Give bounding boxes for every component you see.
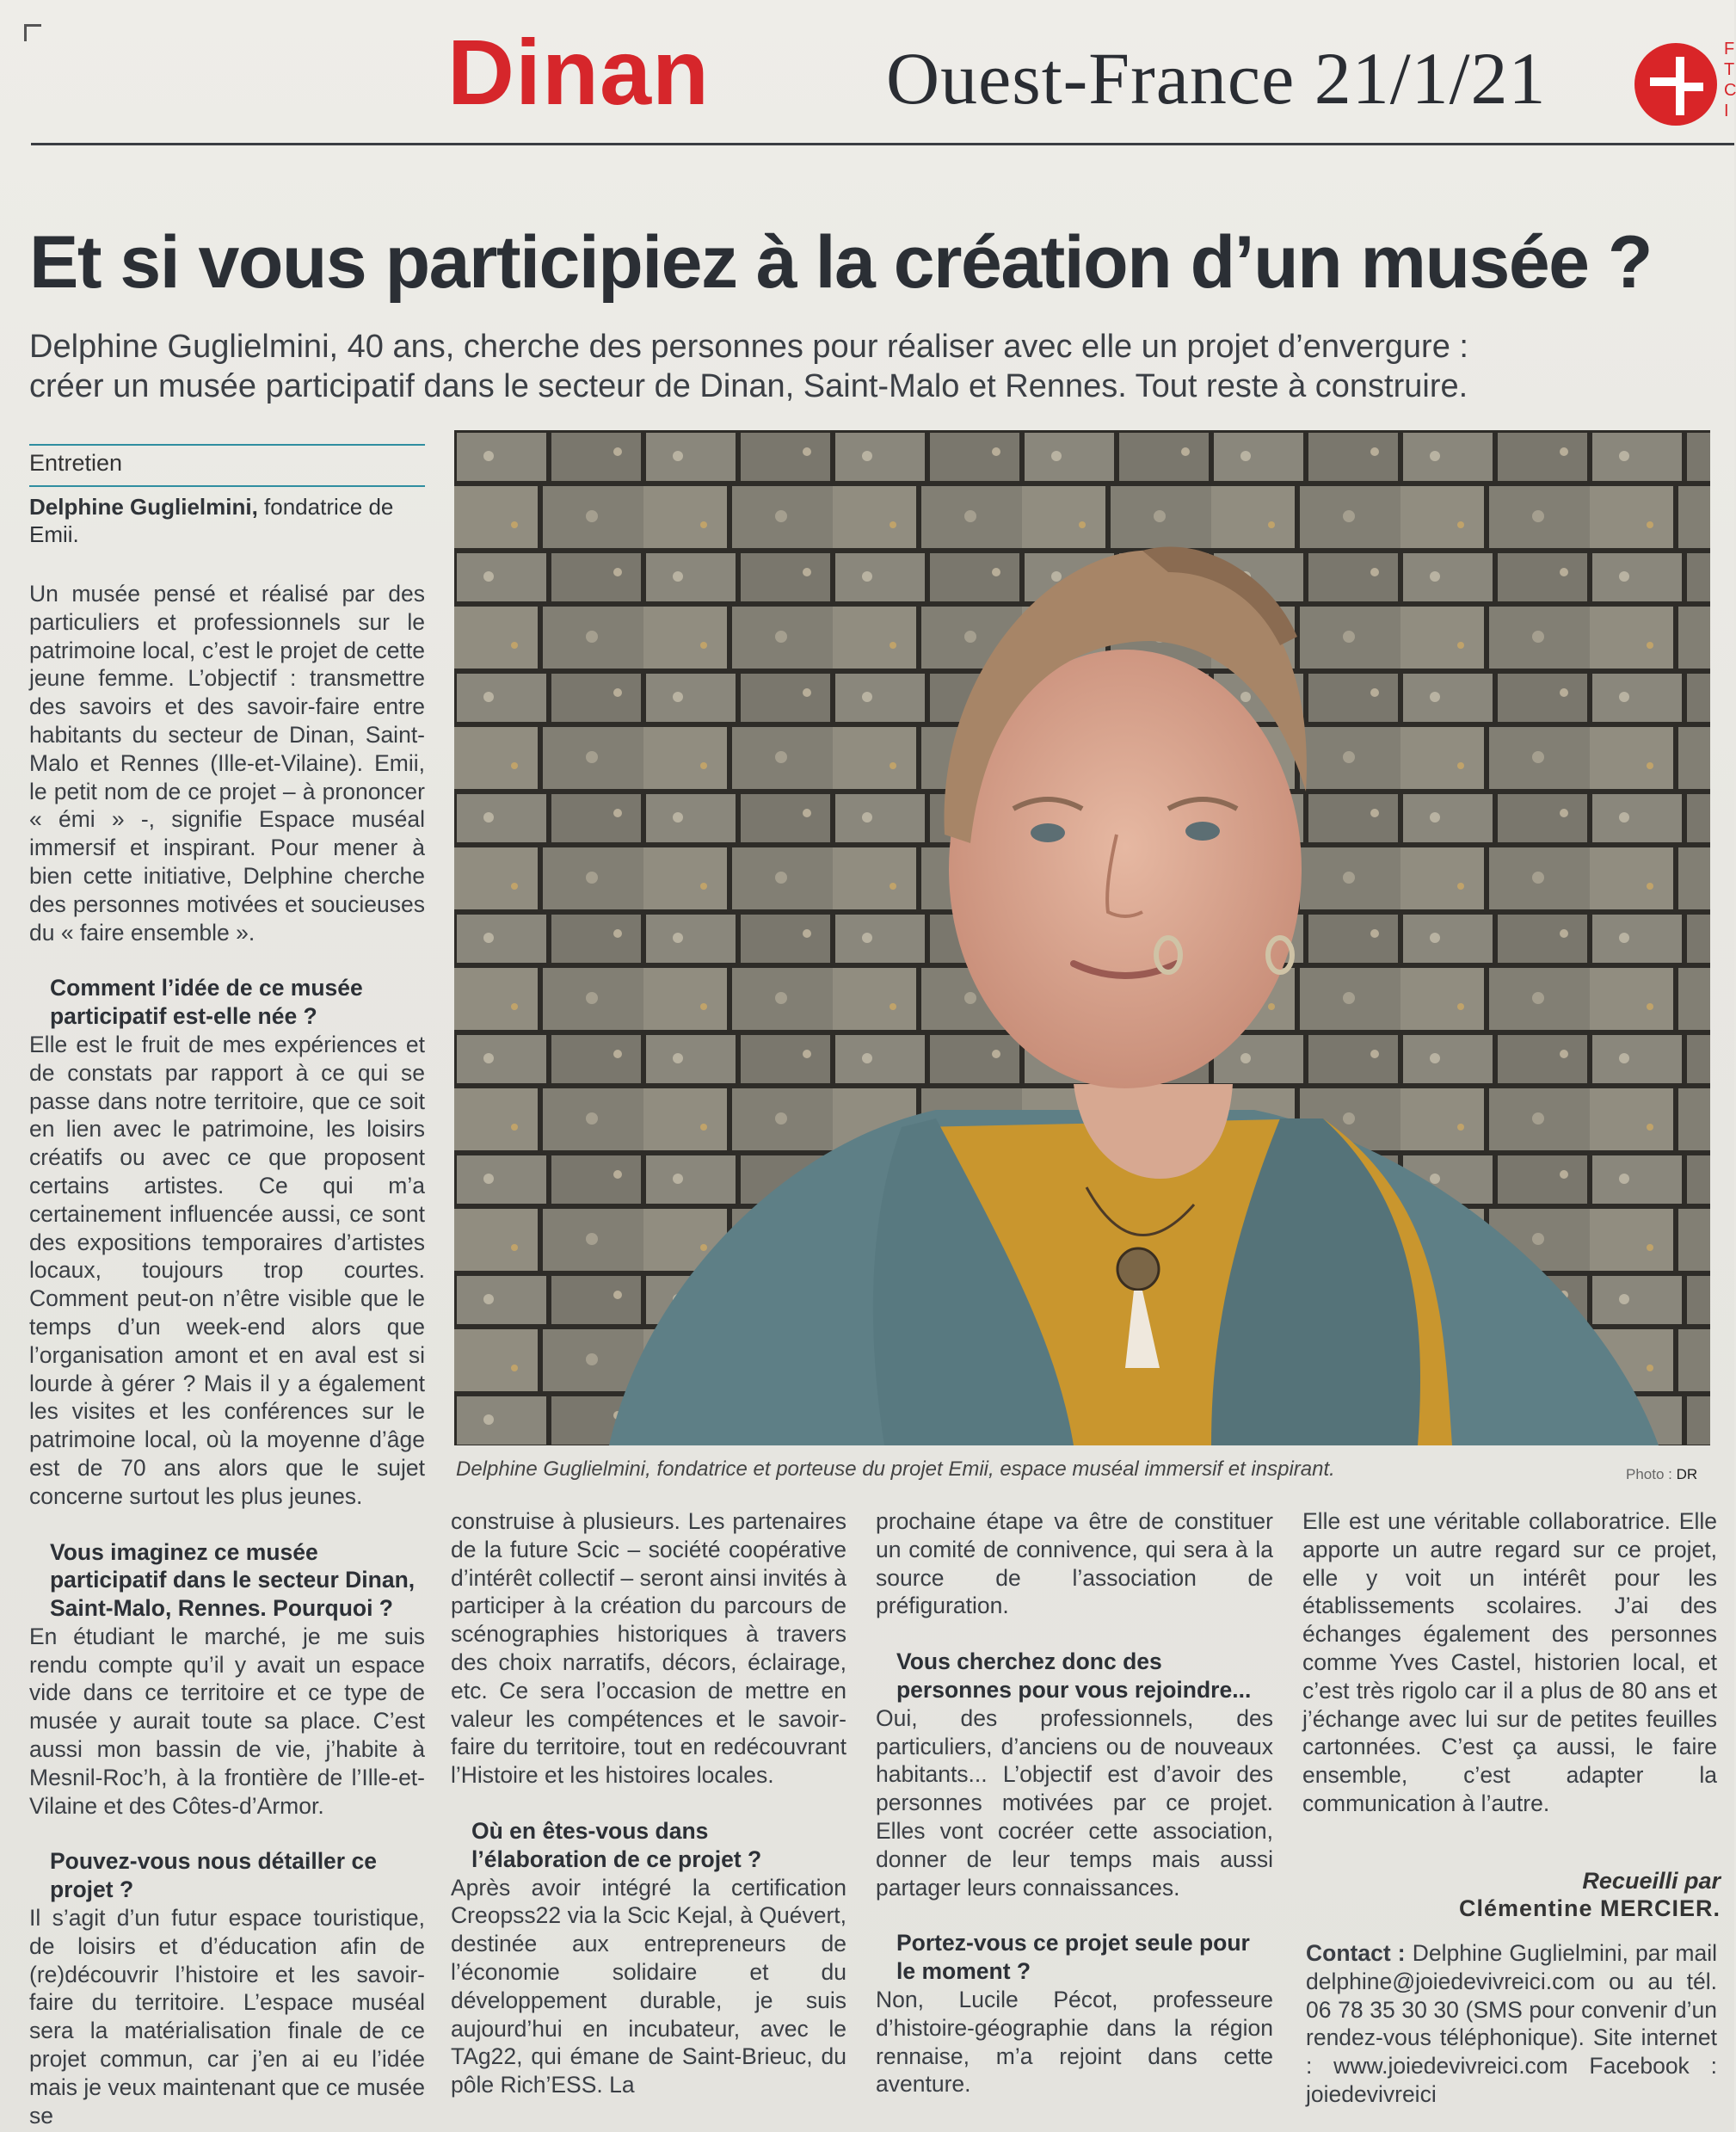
photo-credit-label: Photo : [1626, 1466, 1672, 1482]
signature-line-2: Clémentine MERCIER. [1458, 1895, 1721, 1921]
signature-line-1: Recueilli par [1582, 1868, 1721, 1894]
ouest-france-logo-icon [1634, 43, 1717, 126]
question-1: Comment l’idée de ce musée participatif est-elle née ? [50, 975, 363, 1030]
answer-6-continued: Elle est une véritable collaboratrice. Elle apporte un autre regard sur ce projet, elle y voit un intérêt pour les établissements scolaires. J’ai des échanges également des personnes comme Yves Castel, historien local, et c’est très rigolo car il a plus de 80 ans et j’échange avec lui sur de petites feuilles cartonnées. C’est ça aussi, le faire ensemble, c’est adapter la communication à l’autre. [1302, 1508, 1717, 1816]
article-column-3 [876, 1507, 1273, 2098]
contact-box [1306, 1939, 1717, 2109]
header-rule [31, 143, 1734, 145]
intro-paragraph: Un musée pensé et réalisé par des particuliers et professionnels sur le patrimoine local, c’est le projet de cette jeune femme. L’objectif : transmettre des savoirs et des savoir-faire entre habitants du secteur de Dinan, Saint-Malo et Rennes (Ille-et-Vilaine). Emii, le petit nom de ce projet – à prononcer « émi » -, signifie Espace muséal immersif et inspirant. Pour mener à bien cette initiative, Delphine cherche des personnes motivées et soucieuses du « faire ensemble ». [29, 581, 425, 946]
photo-credit [1626, 1466, 1697, 1483]
article-column-2 [451, 1507, 846, 2099]
byline-role: fondatrice de Emii. [29, 494, 394, 547]
contact-text: Delphine Guglielmini, par mail delphine@joiedevivreici.com ou au tél. 06 78 35 30 30 (SMS pour convenir d’un rendez-vous téléphonique). Site internet : www.joiedevivreici.com Facebook : joiedevivreici [1306, 1940, 1717, 2107]
answer-1: Elle est le fruit de mes expériences et de constats par rapport à ce qui se passe dans notre territoire, que ce soit en lien avec le patrimoine, les loisirs créatifs ou avec ce que proposent certains artistes. Ce qui m’a certainement influencée aussi, ce sont des expositions temporaires d’artistes locaux, toujours trop courtes. Comment peut-on n’être visible que le temps d’un week-end alors que l’organisation amont et en aval est si lourde à gérer ? Mais il y a également les visites et les conférences sur le patrimoine local, où la moyenne d’âge est de 70 ans alors que le sujet concerne surtout les plus jeunes. [29, 1031, 425, 1509]
article-kicker: Entretien [29, 450, 123, 476]
question-4: Où en êtes-vous dans l’élaboration de ce projet ? [471, 1817, 762, 1872]
question-5: Vous cherchez donc des personnes pour vous rejoindre... [896, 1648, 1252, 1703]
answer-5: Oui, des professionnels, des particuliers, d’anciens ou de nouveaux habitants... L’objectif est d’avoir des personnes motivées par ce projet. Elles vont cocréer cette association, donner de leur temps mais aussi partager leurs connaissances. [876, 1704, 1273, 1901]
byline [29, 493, 425, 548]
photo-credit-value: DR [1676, 1466, 1698, 1482]
question-2: Vous imaginez ce musée participatif dans le secteur Dinan, Saint-Malo, Rennes. Pourquoi ? [50, 1538, 416, 1622]
answer-6: Non, Lucile Pécot, professeure d’histoire-géographie dans la région rennaise, m’a rejoint dans cette aventure. [876, 1986, 1273, 2098]
photo-caption: Delphine Guglielmini, fondatrice et porteuse du projet Emii, espace muséal immersif et inspirant. [456, 1457, 1335, 1481]
article-headline: Et si vous participiez à la création d’un musée ? [29, 221, 1652, 304]
masthead [0, 0, 1734, 146]
answer-3: Il s’agit d’un futur espace touristique, de loisirs et d’éducation afin de (re)découvrir l’histoire et les savoir-faire du territoire. L’espace muséal sera la matérialisation finale de ce projet commun, car j’en ai eu l’idée mais je veux maintenant que ce musée se [29, 1905, 425, 2129]
kicker-rule-bottom [29, 485, 425, 487]
question-3: Pouvez-vous nous détailler ce projet ? [50, 1848, 377, 1903]
author-signature [1359, 1867, 1721, 1922]
article-standfirst [29, 327, 1715, 406]
question-6: Portez-vous ce projet seule pour le moment ? [896, 1930, 1250, 1985]
kicker-rule-top [29, 444, 425, 446]
answer-4: Après avoir intégré la certification Creopss22 via la Scic Kejal, à Quévert, destinée aux entrepreneurs de l’économie solidaire et du développement durable, je suis aujourd’hui en incubateur, avec le TAg22, qui émane de Saint-Brieuc, du pôle Rich’ESS. La [451, 1874, 846, 2098]
answer-4-continued: prochaine étape va être de constituer un comité de connivence, qui sera à la source de l’association de préfiguration. [876, 1508, 1273, 1619]
contact-label: Contact : [1306, 1940, 1406, 1966]
standfirst-line: créer un musée participatif dans le secteur de Dinan, Saint-Malo et Rennes. Tout reste à construire. [29, 368, 1468, 404]
standfirst-line: Delphine Guglielmini, 40 ans, cherche des personnes pour réaliser avec elle un projet d’envergure : [29, 329, 1468, 365]
byline-name: Delphine Guglielmini, [29, 494, 258, 520]
answer-3-continued: construise à plusieurs. Les partenaires de la future Scic – société coopérative d’intérêt collectif – seront ainsi invités à participer à la création du parcours de scénographies historiques à travers des choix narratifs, décors, éclairage, etc. Ce sera l’occasion de mettre en valeur les compétences et le savoir-faire du territoire, tout en redécouvrant l’Histoire et les histoires locales. [451, 1508, 846, 1789]
answer-2: En étudiant le marché, je me suis rendu compte qu’il y avait un espace vide dans ce territoire et ce type de musée y aurait toute sa place. C’est aussi mon bassin de vie, j’habite à Mesnil-Roc’h, à la frontière de l’Ille-et-Vilaine et des Côtes-d’Armor. [29, 1623, 425, 1819]
portrait-photo [454, 430, 1710, 1445]
portrait-illustration [454, 430, 1710, 1445]
section-name: Dinan [447, 20, 711, 124]
newspaper-date: Ouest-France 21/1/21 [886, 37, 1547, 120]
article-column-4 [1302, 1507, 1717, 1818]
article-column-1 [29, 580, 425, 2129]
edge-text: F T C I [1724, 40, 1736, 120]
